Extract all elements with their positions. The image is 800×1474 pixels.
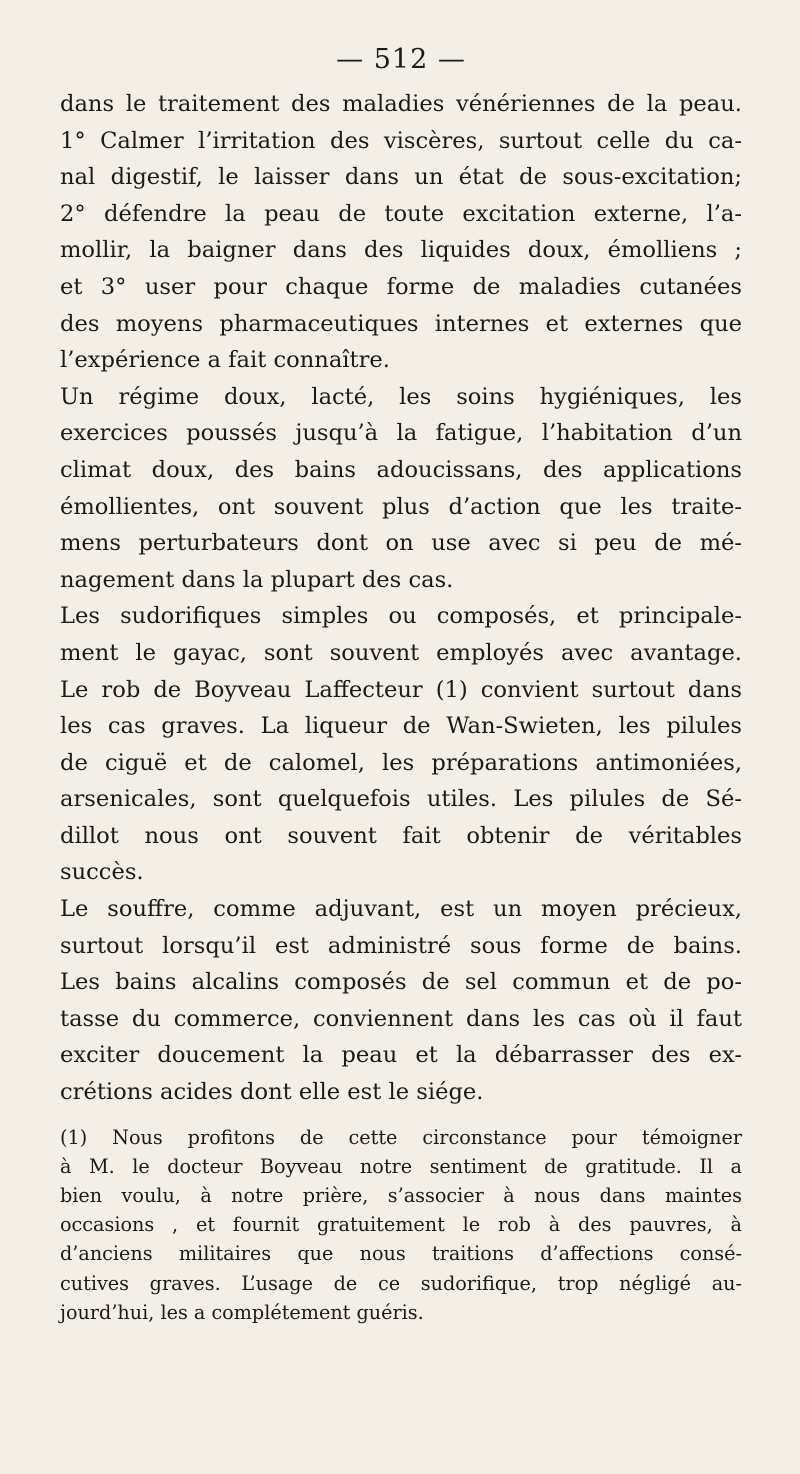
- text-line: Le souffre, comme adjuvant, est un moyen précieux,: [60, 896, 742, 923]
- text-line: nal digestif, le laisser dans un état de sous-excitation;: [60, 164, 742, 191]
- footnote-line: à M. le docteur Boyveau notre sentiment de gratitude. Il a: [60, 1154, 742, 1178]
- text-line: Le rob de Boyveau Laffecteur (1) convient surtout dans: [60, 676, 742, 703]
- page-number: — 512 —: [336, 44, 466, 75]
- body-text: [60, 84, 742, 1111]
- footnote-line: bien voulu, à notre prière, s’associer à nous dans maintes: [60, 1184, 742, 1207]
- text-line: climat doux, des bains adoucissans, des applications: [60, 456, 742, 483]
- text-line: de ciguë et de calomel, les préparations antimoniées,: [60, 749, 742, 776]
- text-line: 2° défendre la peau de toute excitation externe, l’a-: [60, 200, 742, 227]
- footnote-line: jourd’hui, les a complétement guéris.: [60, 1300, 424, 1324]
- footnote-line: (1) Nous profitons de cette circonstance pour témoigner: [60, 1125, 742, 1149]
- text-line: mollir, la baigner dans des liquides doux, émolliens ;: [60, 237, 742, 264]
- text-line: crétions acides dont elle est le siége.: [60, 1079, 484, 1106]
- text-line: émollientes, ont souvent plus d’action que les traite-: [60, 493, 742, 520]
- text-line: surtout lorsqu’il est administré sous forme de bains.: [60, 932, 742, 959]
- text-line: 1° Calmer l’irritation des viscères, surtout celle du ca-: [60, 127, 742, 154]
- text-line: Les bains alcalins composés de sel commun et de po-: [60, 969, 742, 996]
- text-line: succès.: [60, 859, 144, 886]
- text-line: exciter doucement la peau et la débarrasser des ex-: [60, 1042, 742, 1069]
- text-line: Les sudorifiques simples ou composés, et principale-: [60, 603, 742, 630]
- text-line: arsenicales, sont quelquefois utiles. Les pilules de Sé-: [60, 786, 742, 813]
- text-line: ment le gayac, sont souvent employés avec avantage.: [60, 639, 742, 666]
- footnote: [60, 1123, 742, 1327]
- text-line: les cas graves. La liqueur de Wan-Swieten, les pilules: [60, 713, 742, 740]
- text-line: tasse du commerce, conviennent dans les cas où il faut: [60, 1005, 742, 1032]
- text-line: et 3° user pour chaque forme de maladies cutanées: [60, 273, 742, 300]
- text-line: dillot nous ont souvent fait obtenir de véritables: [60, 822, 742, 849]
- text-line: nagement dans la plupart des cas.: [60, 566, 454, 593]
- text-line: des moyens pharmaceutiques internes et externes que: [60, 310, 742, 337]
- footnote-line: d’anciens militaires que nous traitions d’affections consé-: [60, 1242, 742, 1266]
- text-line: l’expérience a fait connaître.: [60, 347, 390, 374]
- text-line: exercices poussés jusqu’à la fatigue, l’habitation d’un: [60, 420, 742, 447]
- text-line: Un régime doux, lacté, les soins hygiéniques, les: [60, 383, 742, 410]
- footnote-gap: [60, 1111, 742, 1123]
- footnote-line: cutives graves. L’usage de ce sudorifique, trop négligé au-: [60, 1271, 742, 1295]
- footnote-line: occasions , et fournit gratuitement le rob à des pauvres, à: [60, 1213, 742, 1237]
- text-line: mens perturbateurs dont on use avec si peu de mé-: [60, 530, 742, 557]
- text-line: dans le traitement des maladies vénériennes de la peau.: [60, 91, 742, 117]
